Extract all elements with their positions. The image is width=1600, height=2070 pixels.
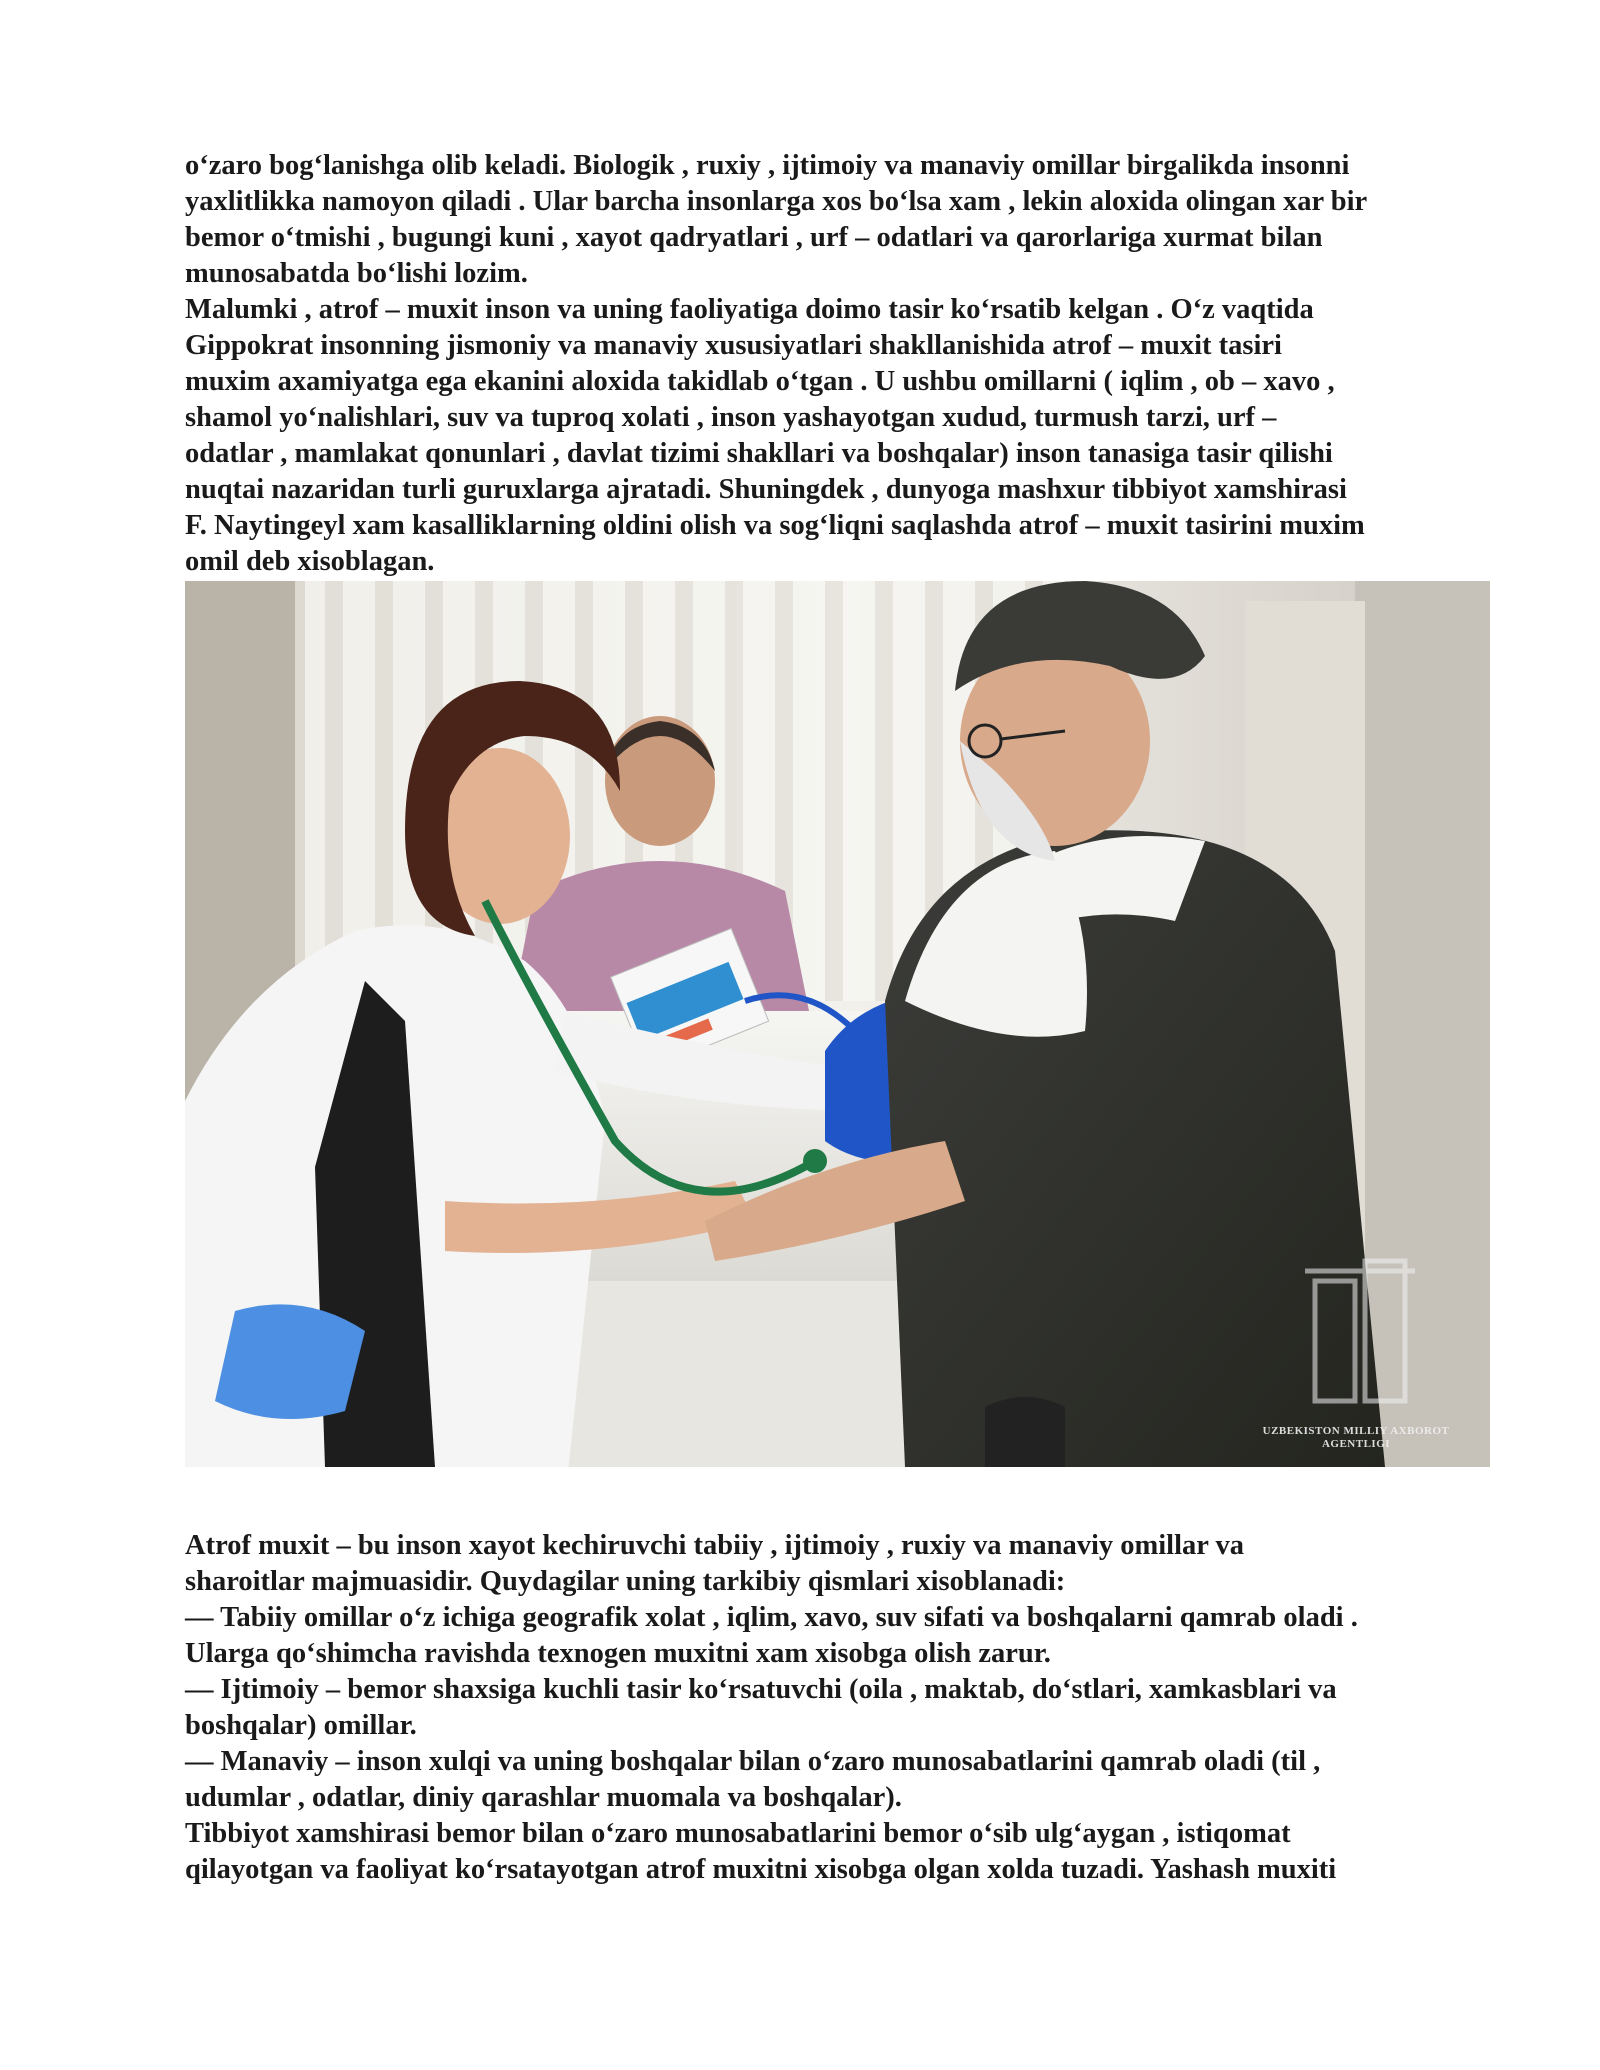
photo-illustration bbox=[185, 581, 1490, 1467]
text-line: — Tabiiy omillar o‘z ichiga geografik xolat , iqlim, xavo, suv sifati va boshqalarni qamrab oladi . bbox=[185, 1602, 1358, 1633]
text-line: Ularga qo‘shimcha ravishda texnogen muxitni xam xisobga olish zarur. bbox=[185, 1638, 1051, 1669]
watermark-line: UZBEKISTON MILLIY AXBOROT bbox=[1262, 1425, 1450, 1437]
text-line: muxim axamiyatga ega ekanini aloxida takidlab o‘tgan . U ushbu omillarni ( iqlim , ob – xavo , bbox=[185, 366, 1335, 397]
text-line: munosabatda bo‘lishi lozim. bbox=[185, 258, 528, 289]
paragraph-bottom bbox=[185, 1528, 1495, 1888]
paragraph-top bbox=[185, 148, 1495, 580]
text-line: odatlar , mamlakat qonunlari , davlat tizimi shakllari va boshqalar) inson tanasiga tasir qilishi bbox=[185, 438, 1333, 469]
text-line: omil deb xisoblagan. bbox=[185, 546, 435, 577]
text-line: o‘zaro bog‘lanishga olib keladi. Biologik , ruxiy , ijtimoiy va manaviy omillar birgalikda insonni bbox=[185, 150, 1350, 181]
text-line: Atrof muxit – bu inson xayot kechiruvchi tabiiy , ijtimoiy , ruxiy va manaviy omillar va bbox=[185, 1530, 1245, 1561]
text-line: shamol yo‘nalishlari, suv va tuproq xolati , inson yashayotgan xudud, turmush tarzi, urf – bbox=[185, 402, 1277, 433]
text-line: boshqalar) omillar. bbox=[185, 1710, 417, 1741]
nurse-measuring-blood-pressure-photo bbox=[185, 581, 1490, 1467]
text-line: bemor o‘tmishi , bugungi kuni , xayot qadryatlari , urf – odatlari va qarorlariga xurmat bilan bbox=[185, 222, 1323, 253]
text-line: Tibbiyot xamshirasi bemor bilan o‘zaro munosabatlarini bemor o‘sib ulg‘aygan , istiqomat bbox=[185, 1818, 1291, 1849]
text-line: — Manaviy – inson xulqi va uning boshqalar bilan o‘zaro munosabatlarini qamrab oladi (til , bbox=[185, 1746, 1321, 1777]
text-line: Malumki , atrof – muxit inson va uning faoliyatiga doimo tasir ko‘rsatib kelgan . O‘z vaqtida bbox=[185, 294, 1314, 325]
text-line: nuqtai nazaridan turli guruxlarga ajratadi. Shuningdek , dunyoga mashxur tibbiyot xamshirasi bbox=[185, 474, 1347, 505]
text-line: Gippokrat insonning jismoniy va manaviy xususiyatlari shakllanishida atrof – muxit tasiri bbox=[185, 330, 1282, 361]
photo-watermark bbox=[1226, 1425, 1486, 1451]
text-line: sharoitlar majmuasidir. Quydagilar uning tarkibiy qismlari xisoblanadi: bbox=[185, 1566, 1066, 1597]
text-line: — Ijtimoiy – bemor shaxsiga kuchli tasir ko‘rsatuvchi (oila , maktab, do‘stlari, xamkasblari va bbox=[185, 1674, 1337, 1705]
text-line: qilayotgan va faoliyat ko‘rsatayotgan atrof muxitni xisobga olgan xolda tuzadi. Yashash muxiti bbox=[185, 1854, 1337, 1885]
text-line: yaxlitlikka namoyon qiladi . Ular barcha insonlarga xos bo‘lsa xam , lekin aloxida olingan xar bir bbox=[185, 186, 1368, 217]
watermark-line: AGENTLIGI bbox=[1321, 1438, 1391, 1450]
text-line: F. Naytingeyl xam kasalliklarning oldini olish va sog‘liqni saqlashda atrof – muxit tasirini muxim bbox=[185, 510, 1365, 541]
text-line: udumlar , odatlar, diniy qarashlar muomala va boshqalar). bbox=[185, 1782, 902, 1813]
